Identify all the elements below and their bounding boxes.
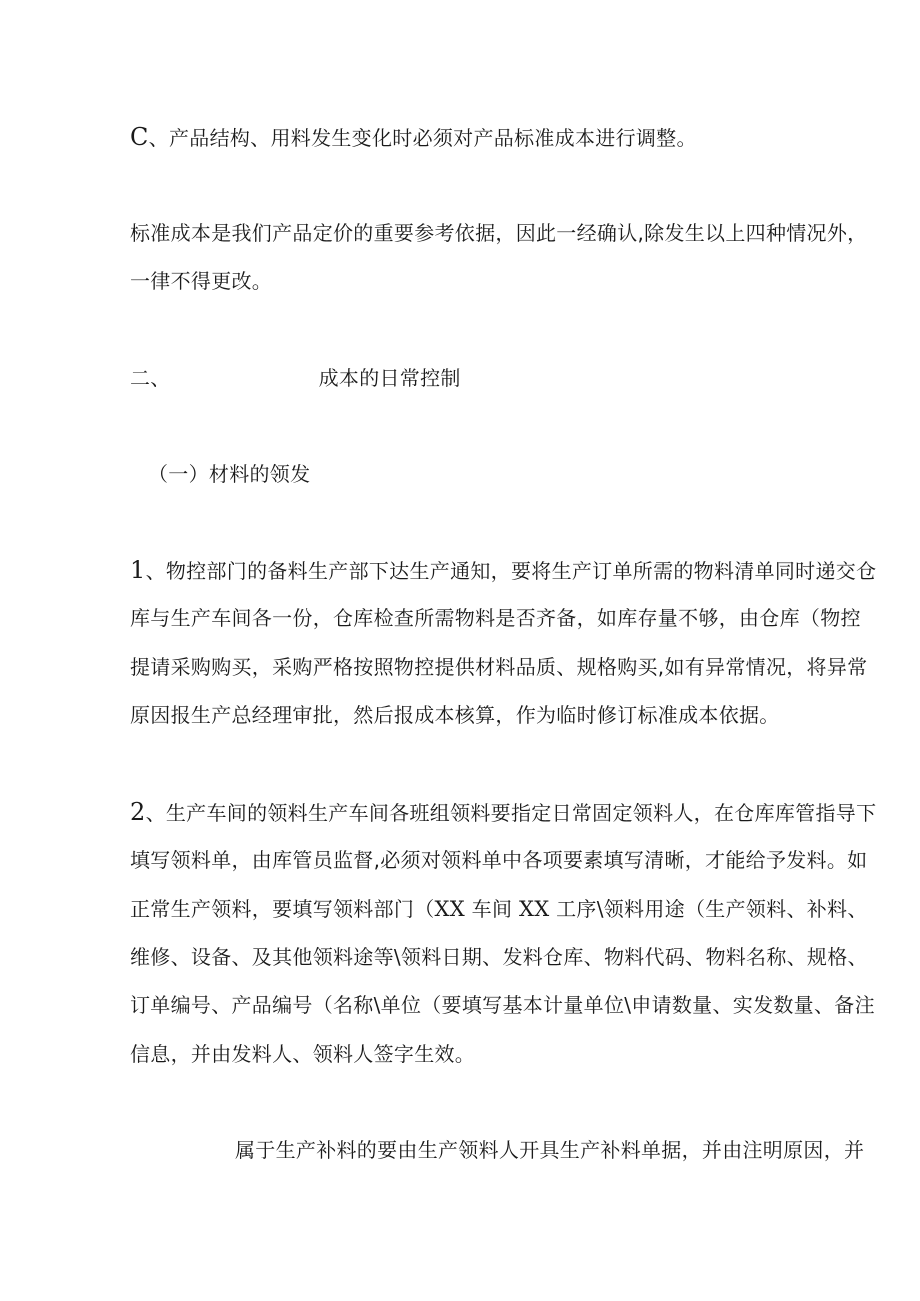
para1-line-3: 提请采购购买，采购严格按照物控提供材料品质、规格购买,如有异常情况，将异常 [130, 655, 868, 679]
item-c-line [130, 123, 697, 152]
para1-line-2: 库与生产车间各一份，仓库检查所需物料是否齐备，如库存量不够，由仓库（物控 [130, 606, 861, 630]
para2-line-2: 填写领料单，由库管员监督,必须对领料单中各项要素填写清晰，才能给予发料。如 [130, 848, 868, 872]
para2-line-3-part-c: 车间 [465, 897, 519, 921]
para1-marker: 1 [130, 556, 146, 584]
para2-line-5: 订单编号、产品编号（名称\单位（要填写基本计量单位\申请数量、实发数量、备注 [130, 993, 875, 1017]
note-line-1: 标准成本是我们产品定价的重要参考依据，因此一经确认,除发生以上四种情况外， [130, 221, 868, 245]
section-two-title: 成本的日常控制 [318, 366, 461, 390]
para2-line-3 [130, 895, 868, 923]
para2-line-3-part-b: XX [434, 897, 466, 921]
para2-line-6: 信息，并由发料人、领料人签字生效。 [130, 1042, 476, 1066]
para2-marker: 2 [130, 798, 146, 826]
para1-line-1-text: 、物控部门的备料生产部下达生产通知，要将生产订单所需的物料清单同时递交仓 [145, 559, 877, 583]
note-line-2: 一律不得更改。 [130, 269, 273, 293]
section-two-heading [130, 364, 461, 392]
subsection-one-heading: （一）材料的领发 [148, 462, 311, 486]
item-c-text: 、产品结构、用料发生变化时必须对产品标准成本进行调整。 [148, 126, 697, 150]
section-two-number: 二、 [130, 366, 171, 390]
para2-line-1 [130, 798, 876, 827]
para1-line-1 [130, 556, 876, 585]
para2-line-4: 维修、设备、及其他领料途等\领料日期、发料仓库、物料代码、物料名称、规格、 [130, 945, 868, 969]
para2-line-3-part-d: XX [518, 897, 550, 921]
para2-line-1-text: 、生产车间的领料生产车间各班组领料要指定日常固定领料人，在仓库库管指导下 [145, 801, 877, 825]
para2-line-3-part-e: 工序\领料用途（生产领料、补料、 [549, 897, 868, 921]
para2-line-3-part-a: 正常生产领料，要填写领料部门（ [130, 897, 435, 921]
item-c-marker: C [130, 123, 149, 151]
para1-line-4: 原因报生产总经理审批，然后报成本核算，作为临时修订标准成本依据。 [130, 703, 780, 727]
para3-line-1: 属于生产补料的要由生产领料人开具生产补料单据，并由注明原因，并 [235, 1138, 865, 1162]
